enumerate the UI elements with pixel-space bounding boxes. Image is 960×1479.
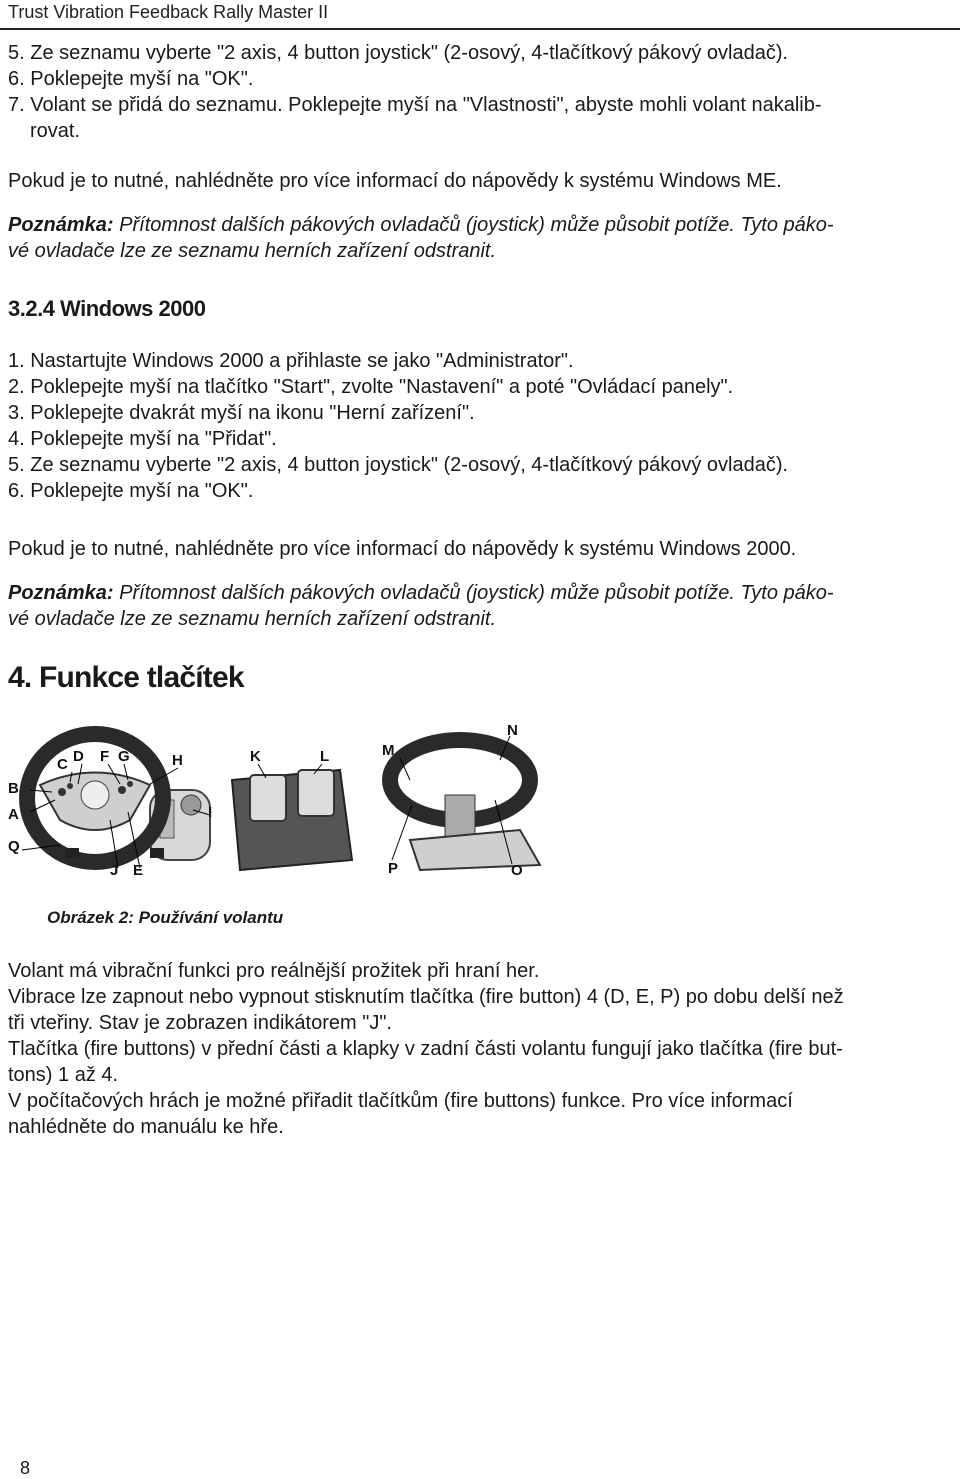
note-text: Přítomnost dalších pákových ovladačů (joystick) může působit potíže. Tyto páko- xyxy=(113,214,834,236)
help-paragraph: Pokud je to nutné, nahlédněte pro více informací do nápovědy k systému Windows 2000. xyxy=(8,538,797,560)
paragraph-line: V počítačových hrách je možné přiřadit tlačítkům (fire buttons) funkce. Pro více informací xyxy=(8,1090,793,1112)
figure-label-c: C xyxy=(57,756,68,773)
note-label: Poznámka: xyxy=(8,214,114,236)
step-line: 5. Ze seznamu vyberte "2 axis, 4 button joystick" (2-osový, 4-tlačítkový pákový ovladač). xyxy=(8,42,789,64)
step-line: 1. Nastartujte Windows 2000 a přihlaste se jako "Administrator". xyxy=(8,350,574,372)
step-line: 5. Ze seznamu vyberte "2 axis, 4 button joystick" (2-osový, 4-tlačítkový pákový ovladač). xyxy=(8,454,789,476)
step-line: 4. Poklepejte myší na "Přidat". xyxy=(8,428,277,450)
note-text: vé ovladače lze ze seznamu herních zařízení odstranit. xyxy=(8,608,497,630)
step-line: 6. Poklepejte myší na "OK". xyxy=(8,480,254,502)
figure-label-k: K xyxy=(250,748,261,765)
section-windows-2000-steps xyxy=(8,348,952,504)
section-heading-button-functions: 4. Funkce tlačítek xyxy=(8,661,244,694)
figure-label-j: J xyxy=(110,862,119,879)
section-heading-windows-2000: 3.2.4 Windows 2000 xyxy=(8,296,206,321)
step-line: 6. Poklepejte myší na "OK". xyxy=(8,68,254,90)
paragraph-line: nahlédněte do manuálu ke hře. xyxy=(8,1116,284,1138)
figure-label-e: E xyxy=(133,862,144,879)
note-label: Poznámka: xyxy=(8,582,114,604)
steering-wheel-illustration xyxy=(0,720,960,890)
paragraph-line: Volant má vibrační funkci pro reálnější prožitek při hraní her. xyxy=(8,960,540,982)
figure-label-i: I xyxy=(208,804,213,821)
step-line: 3. Poklepejte dvakrát myší na ikonu "Herní zařízení". xyxy=(8,402,475,424)
figure-label-b: B xyxy=(8,780,19,797)
paragraph-line: tons) 1 až 4. xyxy=(8,1064,119,1086)
pedals-illustration xyxy=(232,764,352,870)
figure-label-a: A xyxy=(8,806,19,823)
note-paragraph xyxy=(8,580,952,632)
wheel-rear-view xyxy=(390,736,540,870)
step-line: 7. Volant se přidá do seznamu. Poklepejte myší na "Vlastnosti", abyste mohli volant nakalib- xyxy=(8,94,822,116)
help-paragraph: Pokud je to nutné, nahlédněte pro více informací do nápovědy k systému Windows ME. xyxy=(8,170,782,192)
figure-label-l: L xyxy=(320,748,330,765)
figure-label-m: M xyxy=(382,742,395,759)
figure-label-p: P xyxy=(388,860,399,877)
note-paragraph xyxy=(8,212,952,264)
figure-label-g: G xyxy=(118,748,130,765)
figure-label-q: Q xyxy=(8,838,20,855)
paragraph-line: Vibrace lze zapnout nebo vypnout stisknutím tlačítka (fire button) 4 (D, E, P) po dobu delší než xyxy=(8,986,844,1008)
section-windows-me xyxy=(8,40,952,144)
figure-label-n: N xyxy=(507,722,518,739)
document-header-title: Trust Vibration Feedback Rally Master II xyxy=(8,2,329,22)
figure-label-h: H xyxy=(172,752,183,769)
paragraph-line: Tlačítka (fire buttons) v přední části a klapky v zadní části volantu fungují jako tlačítka (fire but- xyxy=(8,1038,843,1060)
vibration-paragraph xyxy=(8,958,952,1140)
header-rule xyxy=(0,28,960,30)
note-text: vé ovladače lze ze seznamu herních zařízení odstranit. xyxy=(8,240,497,262)
figure-label-o: O xyxy=(511,862,523,879)
figure-caption: Obrázek 2: Používání volantu xyxy=(47,908,284,927)
note-text: Přítomnost dalších pákových ovladačů (joystick) může působit potíže. Tyto páko- xyxy=(113,582,834,604)
figure-label-f: F xyxy=(100,748,110,765)
figure-steering-wheel xyxy=(0,720,960,890)
paragraph-line: tři vteřiny. Stav je zobrazen indikátorem "J". xyxy=(8,1012,392,1034)
page-number: 8 xyxy=(20,1458,31,1478)
figure-label-d: D xyxy=(73,748,84,765)
step-line: 2. Poklepejte myší na tlačítko "Start", zvolte "Nastavení" a poté "Ovládací panely". xyxy=(8,376,734,398)
step-line: rovat. xyxy=(30,120,81,142)
